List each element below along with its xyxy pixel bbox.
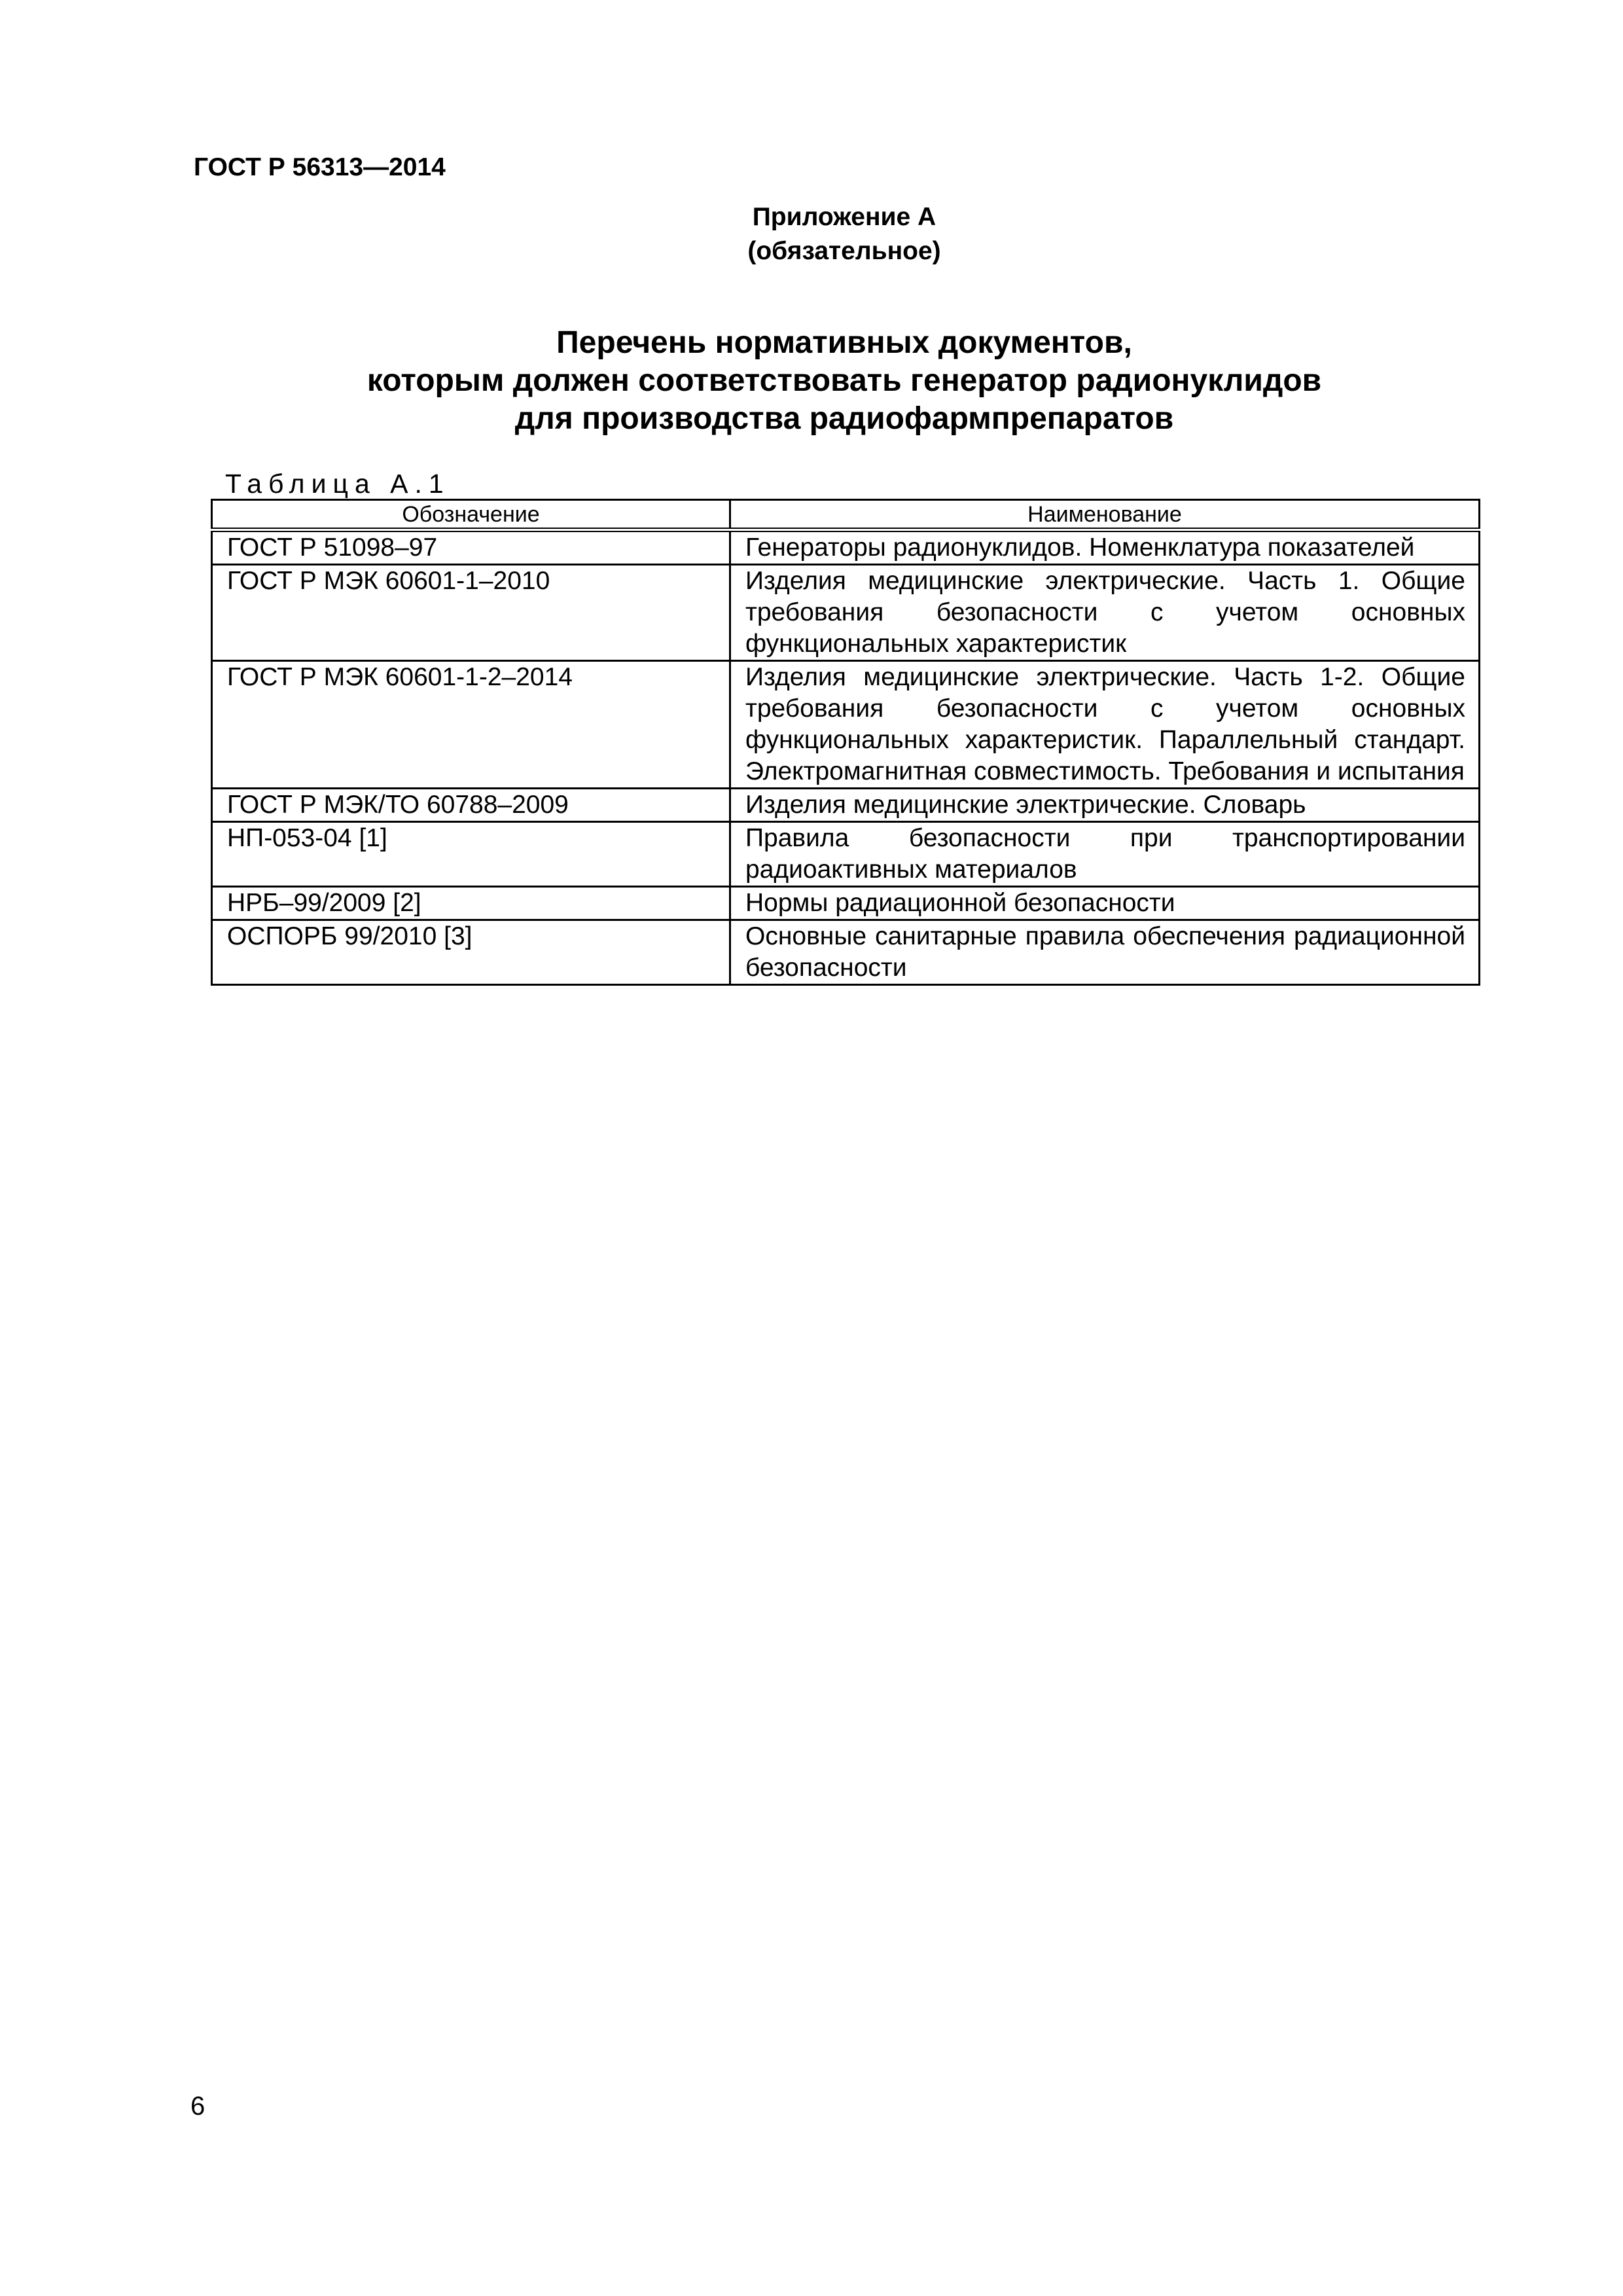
normative-documents-table [211,499,1480,986]
name-cell: Генераторы радионуклидов. Номенклатура показателей [730,530,1480,565]
table-row [212,920,1480,985]
column-header-designation: Обозначение [212,500,730,530]
designation-cell: ОСПОРБ 99/2010 [3] [212,920,730,985]
appendix-status: (обязательное) [747,237,941,265]
designation-cell: НРБ–99/2009 [2] [212,887,730,920]
document-title-line-2: которым должен соответствовать генератор радионуклидов [366,363,1322,398]
designation-cell: ГОСТ Р МЭК 60601-1-2–2014 [212,661,730,789]
document-title [157,324,1531,438]
document-title-line-3: для производства радиофармпрепаратов [514,401,1174,436]
table-row [212,822,1480,887]
table-header-row [212,500,1480,530]
column-header-name: Наименование [730,500,1480,530]
table-row [212,530,1480,565]
designation-cell: НП-053-04 [1] [212,822,730,887]
appendix-heading [713,200,975,268]
name-cell: Нормы радиационной безопасности [730,887,1480,920]
name-cell: Изделия медицинские электрические. Часть 1-2. Общие требования безопасности с учетом основных функциональных характеристик. Параллельный стандарт. Электромагнитная совместимость. Требования и испытания [730,661,1480,789]
name-cell: Основные санитарные правила обеспечения радиационной безопасности [730,920,1480,985]
table-row [212,789,1480,822]
name-cell: Правила безопасности при транспортировании радиоактивных материалов [730,822,1480,887]
designation-cell: ГОСТ Р МЭК/ТО 60788–2009 [212,789,730,822]
table-row [212,565,1480,661]
page-number: 6 [190,2092,205,2121]
name-cell: Изделия медицинские электрические. Часть 1. Общие требования безопасности с учетом основных функциональных характеристик [730,565,1480,661]
appendix-title: Приложение А [752,203,936,231]
document-title-line-1: Перечень нормативных документов, [556,325,1132,360]
designation-cell: ГОСТ Р 51098–97 [212,530,730,565]
designation-cell: ГОСТ Р МЭК 60601-1–2010 [212,565,730,661]
standard-designation-header: ГОСТ Р 56313—2014 [194,153,446,181]
table-caption: Таблица А.1 [225,469,450,499]
name-cell: Изделия медицинские электрические. Словарь [730,789,1480,822]
table-row [212,887,1480,920]
table-row [212,661,1480,789]
